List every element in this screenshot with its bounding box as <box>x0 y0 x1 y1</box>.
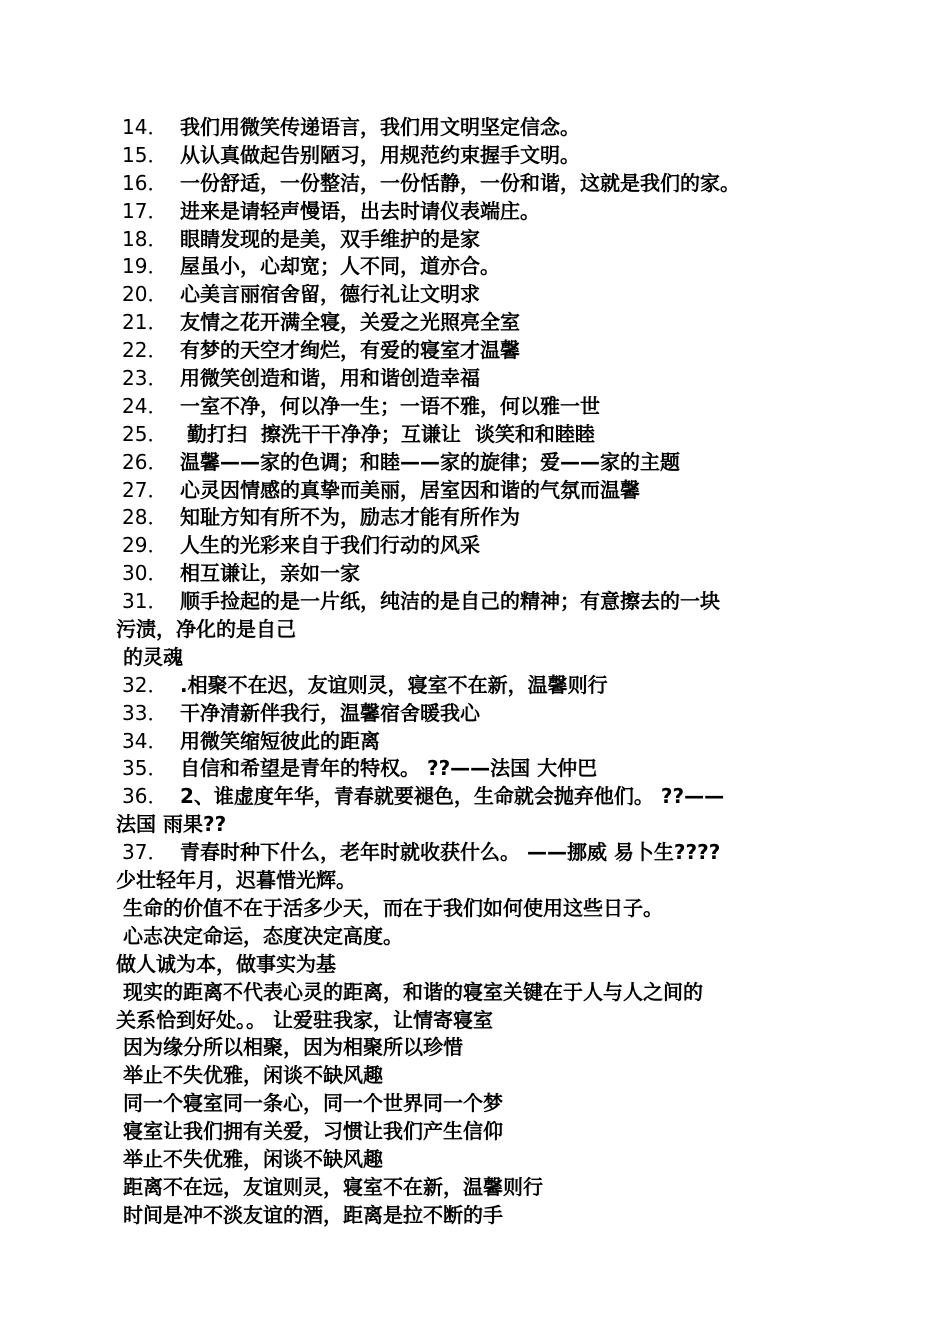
line-number: 35． <box>122 756 168 781</box>
line-text: 2、谁虚度年华，青春就要褪色，生命就会抛弃他们。 ??—— <box>180 784 725 809</box>
line-text: 举止不失优雅，闲谈不缺风趣 <box>116 1063 383 1088</box>
text-line <box>116 755 836 783</box>
text-line <box>116 700 836 728</box>
line-text: 自信和希望是青年的特权。 ??——法国 大仲巴 <box>180 756 598 781</box>
text-line <box>116 811 836 839</box>
line-number: 25． <box>122 421 168 446</box>
line-text: 相互谦让，亲如一家 <box>180 561 360 586</box>
text-line <box>116 1146 836 1174</box>
line-text: 生命的价值不在于活多少天，而在于我们如何使用这些日子。 <box>116 895 663 920</box>
line-text: 举止不失优雅，闲谈不缺风趣 <box>116 1146 383 1171</box>
line-number: 21． <box>122 310 168 335</box>
text-line <box>116 253 836 281</box>
text-line <box>116 393 836 421</box>
line-number: 34． <box>122 728 168 753</box>
line-number: 16． <box>122 170 168 195</box>
line-text: 心志决定命运，态度决定高度。 <box>116 923 403 948</box>
text-line <box>116 672 836 700</box>
line-text: 寝室让我们拥有关爱，习惯让我们产生信仰 <box>116 1119 503 1144</box>
line-number: 15． <box>122 142 168 167</box>
line-number: 27． <box>122 477 168 502</box>
text-line <box>116 979 836 1007</box>
text-line <box>116 504 836 532</box>
line-number: 26． <box>122 449 168 474</box>
text-line <box>116 783 836 811</box>
line-number: 30． <box>122 561 168 586</box>
line-number: 36． <box>122 784 168 809</box>
line-number: 17． <box>122 198 168 223</box>
line-number: 37． <box>122 840 168 865</box>
line-text: 法国 雨果?? <box>116 812 227 837</box>
line-text: 从认真做起告别陋习，用规范约束握手文明。 <box>180 142 580 167</box>
line-text: 干净清新伴我行，温馨宿舍暖我心 <box>180 700 480 725</box>
text-line <box>116 923 836 951</box>
line-text: 勤打扫 擦洗干干净净；互谦让 谈笑和和睦睦 <box>180 421 595 446</box>
line-number: 22． <box>122 338 168 363</box>
text-line <box>116 839 836 867</box>
text-line <box>116 1118 836 1146</box>
line-text: 同一个寝室同一条心，同一个世界同一个梦 <box>116 1091 503 1116</box>
line-number: 23． <box>122 366 168 391</box>
line-number: 29． <box>122 533 168 558</box>
text-line <box>116 309 836 337</box>
line-number: 32． <box>122 672 168 697</box>
line-number: 24． <box>122 393 168 418</box>
text-line <box>116 337 836 365</box>
line-text: 用微笑创造和谐，用和谐创造幸福 <box>180 366 480 391</box>
text-line <box>116 644 836 672</box>
line-number: 18． <box>122 226 168 251</box>
line-text: 友情之花开满全寝，关爱之光照亮全室 <box>180 310 520 335</box>
line-text: 眼睛发现的是美，双手维护的是家 <box>180 226 480 251</box>
text-line <box>116 114 836 142</box>
text-line <box>116 560 836 588</box>
line-text: 顺手捡起的是一片纸，纯洁的是自己的精神；有意擦去的一块 <box>180 589 720 614</box>
line-text: 有梦的天空才绚烂，有爱的寝室才温馨 <box>180 338 520 363</box>
text-line <box>116 365 836 393</box>
line-text: 因为缘分所以相聚，因为相聚所以珍惜 <box>116 1035 463 1060</box>
text-line <box>116 226 836 254</box>
line-text: 心灵因情感的真挚而美丽，居室因和谐的气氛而温馨 <box>180 477 640 502</box>
line-text: 我们用微笑传递语言，我们用文明坚定信念。 <box>180 115 580 139</box>
line-number: 19． <box>122 254 168 279</box>
text-line <box>116 728 836 756</box>
text-line <box>116 449 836 477</box>
line-text: 少壮轻年月，迟暮惜光辉。 <box>116 868 356 893</box>
line-number: 31． <box>122 589 168 614</box>
text-line <box>116 1174 836 1202</box>
line-text: 关系恰到好处。。 让爱驻我家，让情寄寝室 <box>116 1007 493 1032</box>
line-text: 进来是请轻声慢语，出去时请仪表端庄。 <box>180 198 540 223</box>
line-text: 知耻方知有所不为，励志才能有所作为 <box>180 505 520 530</box>
text-line <box>116 477 836 505</box>
line-text: 温馨——家的色调；和睦——家的旋律；爱——家的主题 <box>180 449 680 474</box>
text-line <box>116 198 836 226</box>
line-text: 现实的距离不代表心灵的距离，和谐的寝室关键在于人与人之间的 <box>116 979 703 1004</box>
text-line <box>116 867 836 895</box>
text-line <box>116 170 836 198</box>
text-line <box>116 281 836 309</box>
slogan-list <box>116 114 836 1230</box>
line-number: 20． <box>122 282 168 307</box>
line-number: 14． <box>122 115 168 139</box>
line-text: 屋虽小，心却宽；人不同，道亦合。 <box>180 254 500 279</box>
line-text: 做人诚为本，做事实为基 <box>116 951 336 976</box>
text-line <box>116 1034 836 1062</box>
text-line <box>116 588 836 616</box>
line-text: 一份舒适，一份整洁，一份恬静，一份和谐，这就是我们的家。 <box>180 170 740 195</box>
line-text: 用微笑缩短彼此的距离 <box>180 728 380 753</box>
text-line <box>116 1062 836 1090</box>
line-text: 人生的光彩来自于我们行动的风采 <box>180 533 480 558</box>
text-line <box>116 1090 836 1118</box>
line-number: 28． <box>122 505 168 530</box>
line-text: 时间是冲不淡友谊的酒，距离是拉不断的手 <box>116 1202 503 1227</box>
line-number: 33． <box>122 700 168 725</box>
text-line <box>116 1007 836 1035</box>
line-text: 青春时种下什么，老年时就收获什么。 ——挪威 易卜生???? <box>180 840 721 865</box>
line-text: 一室不净，何以净一生；一语不雅，何以雅一世 <box>180 393 600 418</box>
text-line <box>116 421 836 449</box>
line-text: 的灵魂 <box>116 644 183 669</box>
text-line <box>116 532 836 560</box>
line-text: 心美言丽宿舍留，德行礼让文明求 <box>180 282 480 307</box>
line-text: 污渍，净化的是自己 <box>116 617 296 642</box>
line-text: .相聚不在迟，友谊则灵，寝室不在新，温馨则行 <box>180 672 608 697</box>
text-line <box>116 895 836 923</box>
text-line <box>116 616 836 644</box>
text-line <box>116 142 836 170</box>
text-line <box>116 1202 836 1230</box>
text-line <box>116 951 836 979</box>
line-text: 距离不在远，友谊则灵，寝室不在新，温馨则行 <box>116 1174 543 1199</box>
